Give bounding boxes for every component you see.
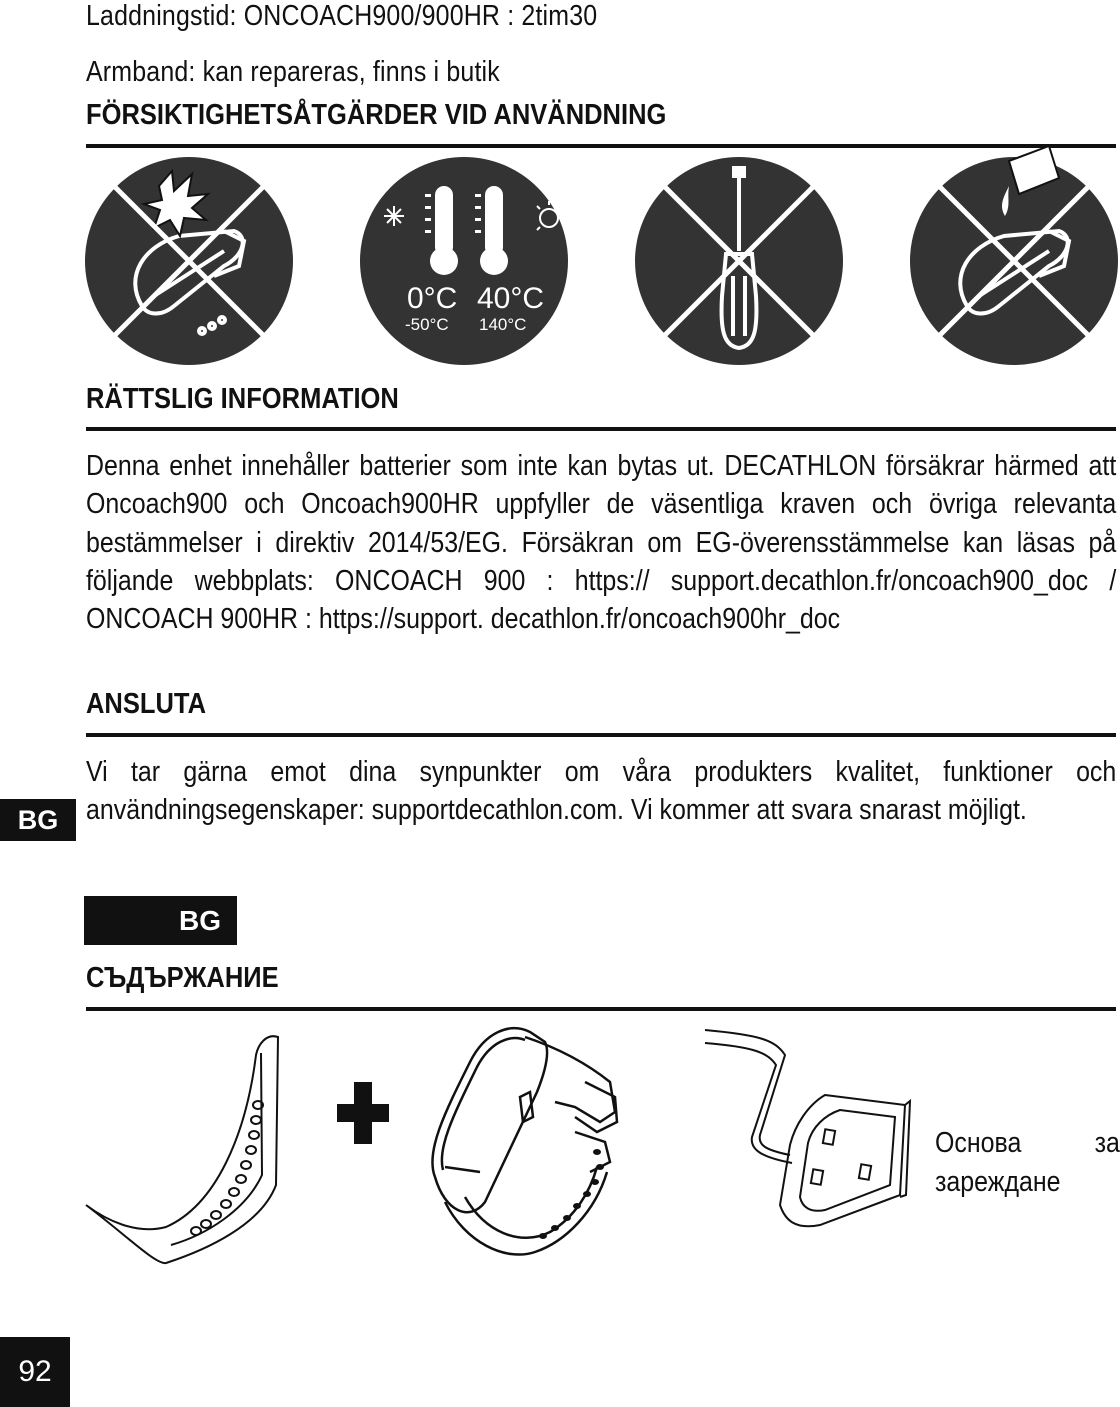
charging-base-label-line2: зареждане xyxy=(935,1166,1061,1198)
charging-time-text: Laddningstid: ONCOACH900/900HR : 2tim30 xyxy=(86,0,598,32)
legal-divider xyxy=(86,427,1116,431)
precautions-heading: FÖRSIKTIGHETSÅTGÄRDER VID ANVÄNDNING xyxy=(86,99,667,131)
connect-heading: ANSLUTA xyxy=(86,688,207,720)
language-section-box: BG xyxy=(84,896,237,945)
no-screwdriver-icon xyxy=(634,156,844,366)
strap-text: Armband: kan repareras, finns i butik xyxy=(86,56,500,88)
temp-max-main: 40°C xyxy=(477,282,545,315)
temp-min-main: 0°C xyxy=(407,282,458,315)
temp-min-sub: -50°C xyxy=(405,315,449,334)
contents-heading: СЪДЪРЖАНИЕ xyxy=(86,962,279,994)
no-impact-icon xyxy=(84,156,294,366)
page-number: 92 xyxy=(0,1337,70,1407)
plus-icon xyxy=(337,1082,389,1144)
contents-divider xyxy=(86,1007,1116,1011)
legal-heading: RÄTTSLIG INFORMATION xyxy=(86,383,399,415)
temp-max-sub: 140°C xyxy=(479,315,527,334)
charging-base-label-line1: Основа за xyxy=(935,1127,1120,1159)
charging-base-label xyxy=(935,1124,1120,1202)
strap-illustration xyxy=(86,1035,286,1270)
precautions-divider xyxy=(86,144,1116,148)
legal-paragraph: Denna enhet innehåller batterier som inte kan bytas ut. DECATHLON försäkrar härmed att Oncoach900 och Oncoach900HR uppfyller de väsentliga kraven och övriga relevanta bestämmelser i direktiv 2014/53/EG. Försäkran om EG-överensstämmelse kan läsas på följande webbplats: ONCOACH 900 : https:// support.decathlon.fr/oncoach900_doc / ONCOACH 900HR : https://support. decathlon.fr/oncoach900hr_doc xyxy=(86,450,1117,636)
language-side-tab: BG xyxy=(0,799,76,841)
connect-divider xyxy=(86,733,1116,737)
temperature-range-icon xyxy=(359,156,569,366)
watch-illustration xyxy=(425,1022,625,1267)
no-chemicals-icon xyxy=(909,156,1119,366)
charging-base-illustration xyxy=(700,1025,915,1240)
connect-paragraph: Vi tar gärna emot dina synpunkter om våra produkters kvalitet, funktioner och användningsegenskaper: supportdecathlon.com. Vi kommer att svara snarast möjligt. xyxy=(86,756,1117,827)
